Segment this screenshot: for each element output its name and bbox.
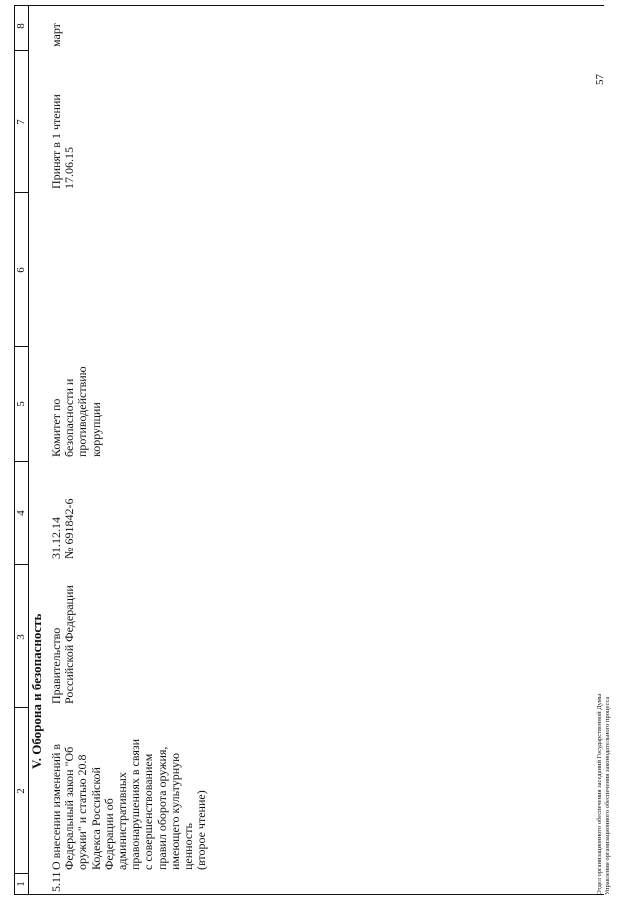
responsible-committee: Комитет по безопасности и противодействию коррупции (49, 366, 103, 457)
column-number-6: 6 (15, 267, 27, 273)
row-number: 5.11 (49, 871, 63, 892)
page-number: 57 (594, 74, 606, 85)
column-number-8: 8 (15, 23, 27, 29)
planned-month: март (49, 23, 63, 47)
table-top-border (14, 6, 15, 894)
col-separator (14, 346, 28, 347)
section-title: V. Оборона и безопасность (29, 613, 44, 769)
col-separator (14, 873, 28, 874)
footer-line-2: Управления организационного обеспечения законодательного процесса (604, 696, 611, 895)
footer (596, 694, 612, 895)
bills-table (14, 5, 604, 895)
col-separator (14, 192, 28, 193)
column-number-2: 2 (15, 788, 27, 794)
col-separator (14, 707, 28, 708)
bill-status: Принят в 1 чтении 17.06.15 (49, 94, 77, 189)
footer-line-1: Отдел организационного обеспечения заседаний Государственной Думы (596, 693, 603, 895)
col-separator (14, 461, 28, 462)
column-number-4: 4 (15, 510, 27, 516)
initiative-subject: Правительство Российской Федерации (49, 585, 77, 704)
column-number-1: 1 (15, 881, 27, 887)
col-separator (14, 50, 28, 51)
col-separator (14, 564, 28, 565)
column-number-7: 7 (15, 119, 27, 125)
submission-date-number: 31.12.14 № 691842-6 (49, 498, 77, 559)
column-number-3: 3 (15, 634, 27, 640)
bill-title: О внесении изменений в Федеральный закон "Об оружии" и статью 20.8 Кодекса Российской Федерации об административных правонарушениях в связи с совершенствованием правил оборота оружия, имеющего культурную ценность (второе чтение) (49, 738, 209, 870)
column-number-5: 5 (15, 401, 27, 407)
